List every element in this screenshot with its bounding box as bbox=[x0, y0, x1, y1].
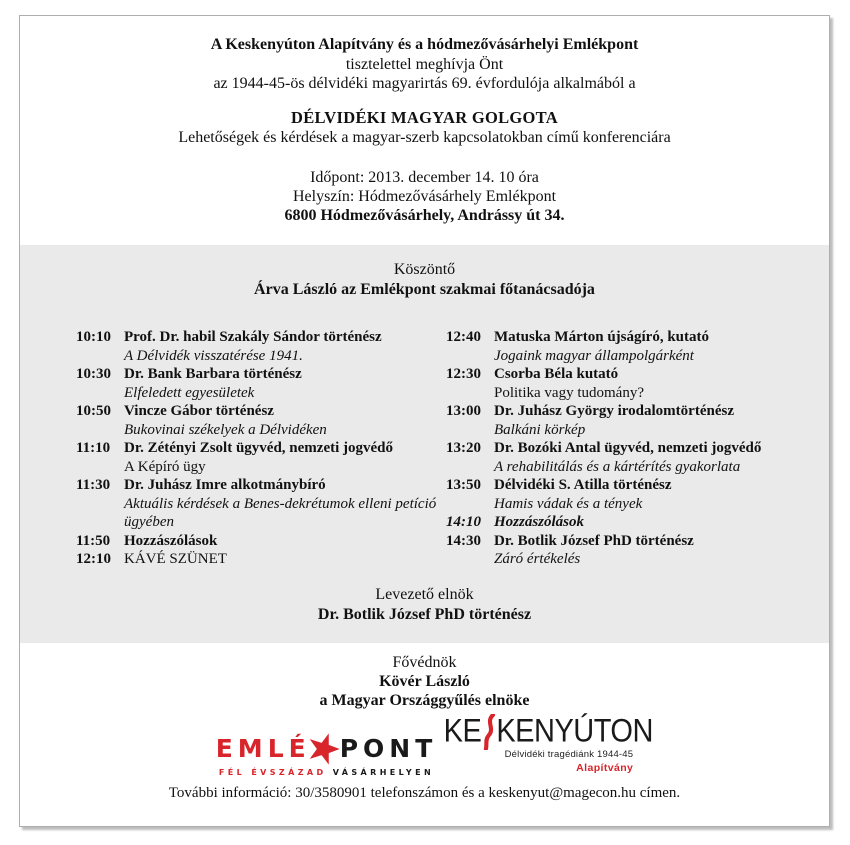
chair-name: Dr. Botlik József PhD történész bbox=[317, 606, 532, 623]
event-datetime: Időpont: 2013. december 14. 10 óra bbox=[310, 169, 539, 186]
chair-block bbox=[20, 585, 829, 625]
program-column-left bbox=[76, 328, 438, 569]
patron-block bbox=[20, 653, 829, 710]
emlekpont-word-part1: EMLÉ bbox=[215, 734, 311, 763]
entry-content bbox=[120, 439, 438, 476]
greeting-label: Köszöntő bbox=[393, 261, 456, 278]
contact-line: További információ: 30/3580901 telefonszámon és a keskenyut@magecon.hu címen. bbox=[168, 785, 681, 801]
program-entry bbox=[446, 532, 818, 569]
entry-time: 11:10 bbox=[76, 440, 111, 456]
program-entry bbox=[446, 513, 818, 532]
entry-speaker: KÁVÉ SZÜNET bbox=[124, 551, 227, 567]
entry-talk-title: A Délvidék visszatérése 1941. bbox=[124, 347, 303, 364]
entry-time: 14:30 bbox=[446, 532, 481, 549]
entry-content bbox=[120, 476, 438, 532]
invitation-card bbox=[19, 15, 830, 827]
logos-row bbox=[20, 714, 829, 777]
keskenyuton-wordmark bbox=[443, 713, 653, 750]
header-block bbox=[20, 35, 829, 94]
entry-speaker: Hozzászólások bbox=[124, 532, 218, 549]
emlekpont-logo bbox=[216, 732, 438, 777]
patron-title: a Magyar Országgyűlés elnöke bbox=[319, 692, 530, 709]
emlekpont-tagline-part1: FÉL ÉVSZÁZAD bbox=[218, 768, 327, 777]
entry-speaker: Dr. Juhász György irodalomtörténész bbox=[494, 403, 734, 419]
emlekpont-tagline-part2: VÁSÁRHELYEN bbox=[332, 768, 435, 777]
entry-talk-title: Záró értékelés bbox=[494, 551, 581, 567]
entry-time: 11:30 bbox=[76, 477, 111, 493]
keskenyuton-word-part1: KE bbox=[443, 713, 482, 750]
entry-speaker: Dr. Juhász Imre alkotmánybíró bbox=[124, 477, 326, 493]
red-star-icon bbox=[307, 732, 341, 766]
entry-content bbox=[120, 532, 438, 551]
event-info-block bbox=[20, 168, 829, 226]
entry-time: 12:40 bbox=[446, 329, 481, 345]
program-column-right bbox=[446, 328, 818, 569]
entry-content bbox=[490, 365, 818, 402]
entry-speaker: Vincze Gábor történész bbox=[124, 403, 274, 419]
program-entry bbox=[76, 365, 438, 402]
keskenyuton-foundation-label: Alapítvány bbox=[576, 762, 634, 774]
entry-talk-title: A Képíró ügy bbox=[124, 458, 206, 475]
entry-time: 12:30 bbox=[446, 366, 481, 382]
entry-talk-title: Bukovinai székelyek a Délvidéken bbox=[124, 421, 327, 438]
entry-content bbox=[490, 328, 818, 365]
entry-speaker: Délvidéki S. Atilla történész bbox=[494, 477, 672, 493]
conference-title-block bbox=[20, 108, 829, 148]
keskenyuton-logo bbox=[443, 713, 653, 774]
program-entry bbox=[76, 439, 438, 476]
entry-content bbox=[490, 476, 818, 513]
entry-speaker: Dr. Botlik József PhD történész bbox=[494, 532, 694, 549]
event-location: Helyszín: Hódmezővásárhely Emlékpont bbox=[292, 188, 557, 206]
emlekpont-word-part2: PONT bbox=[339, 734, 438, 763]
entry-time: 10:50 bbox=[76, 403, 111, 419]
entry-speaker: Prof. Dr. habil Szakály Sándor történész bbox=[124, 329, 382, 345]
entry-time: 12:10 bbox=[76, 551, 111, 567]
entry-time: 14:10 bbox=[446, 514, 481, 530]
entry-content bbox=[120, 550, 438, 569]
entry-speaker: Dr. Bozóki Antal ügyvéd, nemzeti jogvédő bbox=[494, 440, 762, 456]
conference-subtitle: Lehetőségek és kérdések a magyar-szerb kapcsolatokban című konferenciára bbox=[178, 129, 671, 146]
patron-name: Kövér László bbox=[379, 673, 470, 690]
emlekpont-tagline bbox=[216, 768, 438, 777]
keskenyuton-tagline: Délvidéki tragédiánk 1944-45 bbox=[504, 749, 634, 760]
emlekpont-wordmark bbox=[216, 732, 438, 766]
program-entry bbox=[76, 532, 438, 551]
program-band bbox=[20, 245, 829, 643]
entry-talk-title: Aktuális kérdések a Benes-dekrétumok elleni petíció ügyében bbox=[124, 495, 437, 530]
program-entry bbox=[446, 439, 818, 476]
program-entry bbox=[446, 402, 818, 439]
patron-label: Fővédnök bbox=[392, 654, 457, 671]
keskenyuton-word-part2: KENYÚTON bbox=[496, 713, 653, 750]
entry-content bbox=[120, 365, 438, 402]
entry-talk-title: Balkáni körkép bbox=[494, 421, 586, 438]
event-address: 6800 Hódmezővásárhely, Andrássy út 34. bbox=[284, 207, 565, 225]
program-entry bbox=[446, 365, 818, 402]
entry-time: 13:20 bbox=[446, 440, 481, 456]
program-entry bbox=[76, 402, 438, 439]
program-entry bbox=[76, 476, 438, 532]
entry-time: 10:10 bbox=[76, 329, 111, 345]
entry-speaker: Dr. Bank Barbara történész bbox=[124, 366, 302, 382]
program-entry bbox=[76, 550, 438, 569]
red-stylized-s-icon bbox=[482, 714, 496, 750]
entry-talk-title: Elfeledett egyesületek bbox=[124, 384, 255, 401]
program-entry bbox=[446, 328, 818, 365]
entry-content bbox=[490, 532, 818, 569]
entry-speaker: Hozzászólások bbox=[494, 514, 585, 530]
invite-line: tisztelettel meghívja Önt bbox=[345, 55, 504, 73]
entry-speaker: Csorba Béla kutató bbox=[494, 366, 619, 382]
greeting-name: Árva László az Emlékpont szakmai főtanácsadója bbox=[254, 281, 595, 298]
chair-label: Levezető elnök bbox=[375, 586, 474, 603]
occasion-line: az 1944-45-ös délvidéki magyarirtás 69. évfordulója alkalmából a bbox=[213, 75, 636, 92]
program-entry bbox=[76, 328, 438, 365]
entry-content bbox=[490, 513, 818, 532]
entry-talk-title: Politika vagy tudomány? bbox=[494, 384, 644, 401]
entry-talk-title: A rehabilitálás és a kártérítés gyakorlata bbox=[494, 458, 741, 475]
entry-time: 13:50 bbox=[446, 477, 481, 493]
entry-time: 10:30 bbox=[76, 366, 111, 382]
entry-speaker: Matuska Márton újságíró, kutató bbox=[494, 329, 710, 345]
organizers-line: A Keskenyúton Alapítvány és a hódmezővásárhelyi Emlékpont bbox=[210, 36, 639, 53]
entry-time: 11:50 bbox=[76, 532, 111, 549]
greeting-block bbox=[20, 260, 829, 300]
conference-title: DÉLVIDÉKI MAGYAR GOLGOTA bbox=[291, 108, 558, 127]
entry-content bbox=[120, 328, 438, 365]
entry-content bbox=[490, 402, 818, 439]
entry-talk-title: Jogaink magyar állampolgárként bbox=[494, 347, 694, 364]
program-entry bbox=[446, 476, 818, 513]
entry-content bbox=[120, 402, 438, 439]
entry-speaker: Dr. Zétényi Zsolt ügyvéd, nemzeti jogvédő bbox=[124, 440, 394, 456]
entry-content bbox=[490, 439, 818, 476]
entry-talk-title: Hamis vádak és a tények bbox=[494, 495, 643, 512]
entry-time: 13:00 bbox=[446, 403, 481, 419]
